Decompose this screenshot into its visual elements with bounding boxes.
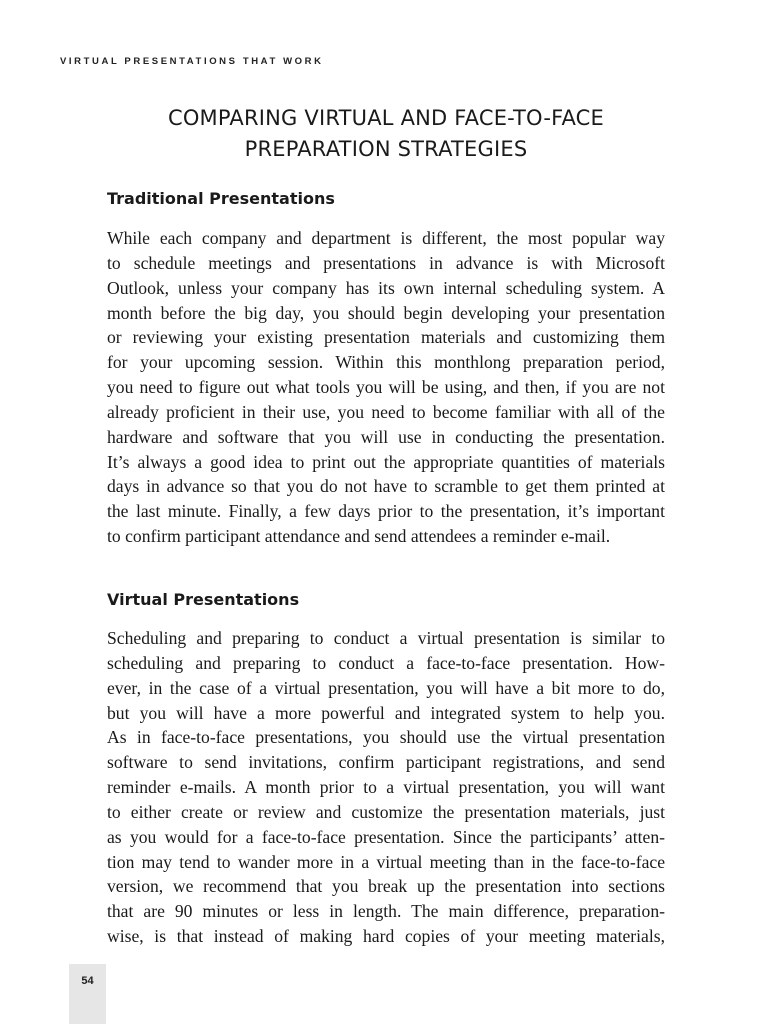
text-line: the last minute. Finally, a few days prior to the presentation, it’s important (107, 501, 665, 522)
text-line: While each company and department is different, the most popular way (107, 228, 665, 248)
text-line: you need to figure out what tools you will be using, and then, if you are not (107, 377, 665, 398)
page-number-tab (69, 964, 106, 1024)
text-line: software to send invitations, confirm participant registrations, and send (107, 752, 665, 773)
text-line: to either create or review and customize the presentation materials, just (107, 801, 665, 822)
text-line: already proficient in their use, you need to become familiar with all of the (107, 401, 665, 422)
text-line: scheduling and preparing to conduct a face-to-face presentation. How- (107, 652, 665, 673)
text-line: version, we recommend that you break up the presentation into sections (107, 876, 665, 897)
page-number: 54 (81, 975, 94, 987)
text-line: tion may tend to wander more in a virtual meeting than in the face-to-face (107, 851, 665, 872)
text-line: to schedule meetings and presentations in advance is with Microsoft (107, 252, 665, 273)
paragraph-traditional (107, 226, 665, 549)
text-line: for your upcoming session. Within this monthlong preparation period, (107, 352, 665, 373)
text-line: As in face-to-face presentations, you should use the virtual presentation (107, 727, 665, 748)
text-line: that are 90 minutes or less in length. The main difference, preparation- (107, 901, 665, 922)
paragraph-virtual (107, 626, 665, 949)
text-line: ever, in the case of a virtual presentation, you will have a bit more to do, (107, 677, 665, 698)
running-head: VIRTUAL PRESENTATIONS THAT WORK (60, 56, 324, 67)
text-line: days in advance so that you do not have to scramble to get them printed at (107, 476, 665, 497)
text-line: It’s always a good idea to print out the appropriate quantities of materials (107, 451, 665, 472)
text-line: reminder e-mails. A month prior to a virtual presentation, you will want (107, 777, 665, 798)
text-line: but you will have a more powerful and integrated system to help you. (107, 702, 665, 723)
chapter-title-line-1: COMPARING VIRTUAL AND FACE-TO-FACE (167, 106, 605, 130)
text-line: or reviewing your existing presentation materials and customizing them (107, 327, 665, 348)
text-line: month before the big day, you should begin developing your presentation (107, 302, 665, 323)
chapter-title-line-2: PREPARATION STRATEGIES (244, 137, 528, 161)
text-line: as you would for a face-to-face presentation. Since the participants’ atten- (107, 826, 665, 847)
section-heading-virtual: Virtual Presentations (107, 590, 300, 609)
text-line: to confirm participant attendance and send attendees a reminder e-mail. (107, 526, 611, 547)
text-line: hardware and software that you will use in conducting the presentation. (107, 426, 665, 447)
text-line: Scheduling and preparing to conduct a virtual presentation is similar to (107, 628, 665, 648)
text-line: Outlook, unless your company has its own internal scheduling system. A (107, 277, 665, 298)
text-line: wise, is that instead of making hard copies of your meeting materials, (107, 926, 665, 947)
section-heading-traditional: Traditional Presentations (107, 189, 335, 208)
chapter-title (100, 103, 672, 165)
